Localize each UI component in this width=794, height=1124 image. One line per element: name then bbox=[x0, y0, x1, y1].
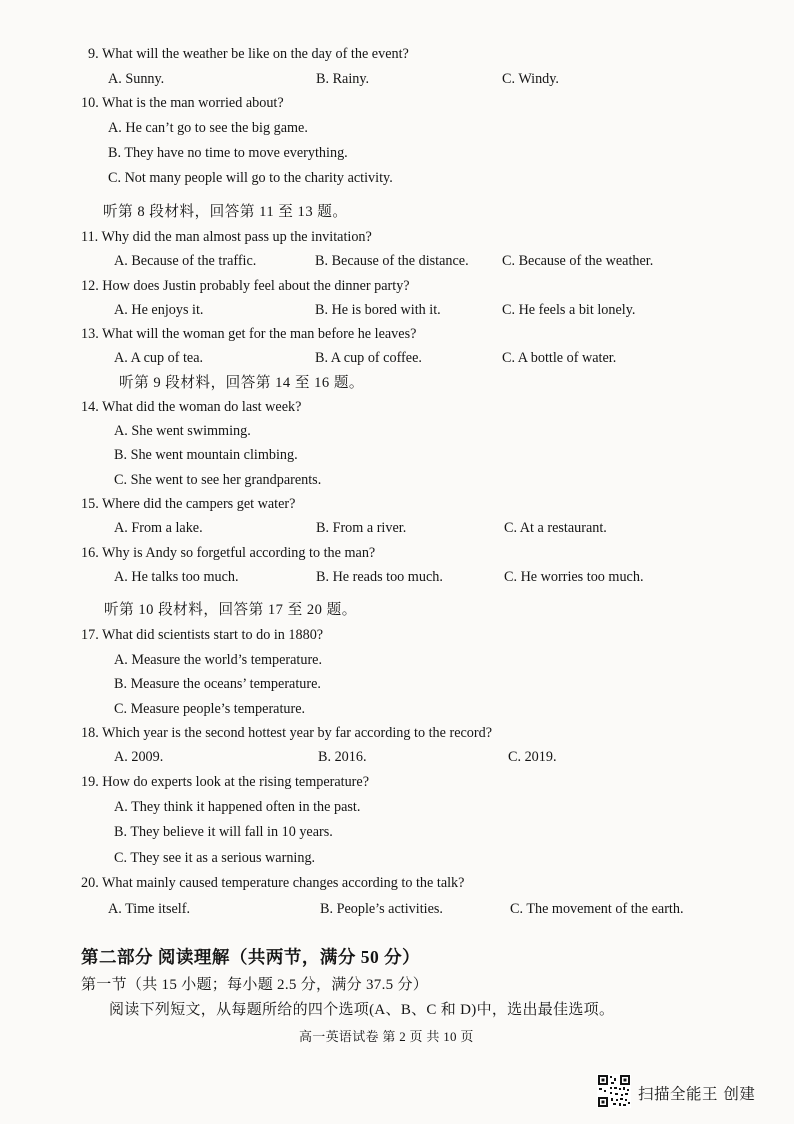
option-10b: B. They have no time to move everything. bbox=[108, 145, 348, 161]
option-15b: B. From a river. bbox=[316, 520, 407, 536]
question-number: 13. bbox=[81, 326, 99, 342]
option-16c: C. He worries too much. bbox=[504, 569, 644, 585]
question-number: 14. bbox=[81, 399, 99, 415]
option-13a: A. A cup of tea. bbox=[114, 350, 204, 366]
qr-code-icon bbox=[597, 1074, 631, 1108]
option-14b: B. She went mountain climbing. bbox=[114, 447, 298, 463]
scanner-watermark: 扫描全能王 创建 bbox=[638, 1085, 756, 1103]
question-number: 12. bbox=[81, 278, 99, 294]
question-20 bbox=[81, 874, 464, 892]
option-20c: C. The movement of the earth. bbox=[510, 901, 684, 917]
question-number: 10. bbox=[81, 95, 99, 111]
question-text: What did scientists start to do in 1880? bbox=[102, 627, 324, 643]
section-header-9: 听第 9 段材料，回答第 14 至 16 题。 bbox=[119, 375, 365, 391]
option-17a: A. Measure the world’s temperature. bbox=[114, 652, 323, 668]
option-14a: A. She went swimming. bbox=[114, 423, 251, 439]
question-number: 18. bbox=[81, 725, 99, 741]
question-text: Which year is the second hottest year by far according to the record? bbox=[102, 725, 493, 741]
question-text: What did the woman do last week? bbox=[102, 399, 302, 415]
option-9c: C. Windy. bbox=[502, 71, 559, 87]
question-text: What will the weather be like on the day of the event? bbox=[101, 46, 409, 62]
option-18c: C. 2019. bbox=[508, 749, 557, 765]
question-text: Where did the campers get water? bbox=[102, 496, 296, 512]
question-15 bbox=[81, 495, 295, 513]
option-10c: C. Not many people will go to the charity activity. bbox=[108, 170, 393, 186]
part2-section1: 第一节（共 15 小题；每小题 2.5 分，满分 37.5 分） bbox=[81, 977, 429, 993]
question-number: 17. bbox=[81, 627, 99, 643]
option-16b: B. He reads too much. bbox=[316, 569, 443, 585]
option-11c: C. Because of the weather. bbox=[502, 253, 654, 269]
option-12b: B. He is bored with it. bbox=[315, 302, 441, 318]
question-17 bbox=[81, 626, 323, 644]
question-number: 11. bbox=[81, 229, 99, 245]
option-13b: B. A cup of coffee. bbox=[315, 350, 422, 366]
question-text: What will the woman get for the man before he leaves? bbox=[102, 326, 417, 342]
option-19a: A. They think it happened often in the past. bbox=[114, 799, 361, 815]
question-11 bbox=[81, 228, 372, 246]
question-number: 16. bbox=[81, 545, 99, 561]
option-19b: B. They believe it will fall in 10 years. bbox=[114, 824, 333, 840]
question-text: What is the man worried about? bbox=[102, 95, 284, 111]
option-12c: C. He feels a bit lonely. bbox=[502, 302, 636, 318]
option-11a: A. Because of the traffic. bbox=[114, 253, 257, 269]
option-18b: B. 2016. bbox=[318, 749, 367, 765]
option-11b: B. Because of the distance. bbox=[315, 253, 469, 269]
option-14c: C. She went to see her grandparents. bbox=[114, 472, 322, 488]
question-18 bbox=[81, 724, 492, 742]
question-text: What mainly caused temperature changes according to the talk? bbox=[102, 875, 465, 891]
question-14 bbox=[81, 398, 301, 416]
question-10 bbox=[81, 94, 284, 112]
question-number: 19. bbox=[81, 774, 99, 790]
option-12a: A. He enjoys it. bbox=[114, 302, 204, 318]
question-16 bbox=[81, 544, 375, 562]
question-13 bbox=[81, 325, 416, 343]
option-10a: A. He can’t go to see the big game. bbox=[108, 120, 308, 136]
option-17c: C. Measure people’s temperature. bbox=[114, 701, 306, 717]
option-16a: A. He talks too much. bbox=[114, 569, 239, 585]
question-number: 9. bbox=[88, 46, 99, 62]
option-18a: A. 2009. bbox=[114, 749, 164, 765]
page-footer: 高一英语试卷 第 2 页 共 10 页 bbox=[299, 1029, 474, 1044]
question-text: How does Justin probably feel about the dinner party? bbox=[102, 278, 410, 294]
option-15a: A. From a lake. bbox=[114, 520, 203, 536]
option-9b: B. Rainy. bbox=[316, 71, 370, 87]
option-19c: C. They see it as a serious warning. bbox=[114, 850, 316, 866]
option-15c: C. At a restaurant. bbox=[504, 520, 607, 536]
option-13c: C. A bottle of water. bbox=[502, 350, 617, 366]
part2-instruction: 阅读下列短文，从每题所给的四个选项(A、B、C 和 D)中，选出最佳选项。 bbox=[109, 1002, 615, 1018]
question-12 bbox=[81, 277, 410, 295]
option-17b: B. Measure the oceans’ temperature. bbox=[114, 676, 321, 692]
section-header-10: 听第 10 段材料，回答第 17 至 20 题。 bbox=[104, 602, 357, 618]
question-number: 15. bbox=[81, 496, 99, 512]
question-text: Why is Andy so forgetful according to the man? bbox=[102, 545, 376, 561]
question-9 bbox=[88, 45, 409, 63]
part2-title: 第二部分 阅读理解（共两节，满分 50 分） bbox=[81, 947, 421, 967]
question-19 bbox=[81, 773, 369, 791]
question-number: 20. bbox=[81, 875, 99, 891]
option-20b: B. People’s activities. bbox=[320, 901, 443, 917]
section-header-8: 听第 8 段材料，回答第 11 至 13 题。 bbox=[103, 204, 348, 220]
question-text: How do experts look at the rising temperature? bbox=[102, 774, 370, 790]
question-text: Why did the man almost pass up the invitation? bbox=[101, 229, 372, 245]
option-9a: A. Sunny. bbox=[108, 71, 165, 87]
option-20a: A. Time itself. bbox=[108, 901, 190, 917]
